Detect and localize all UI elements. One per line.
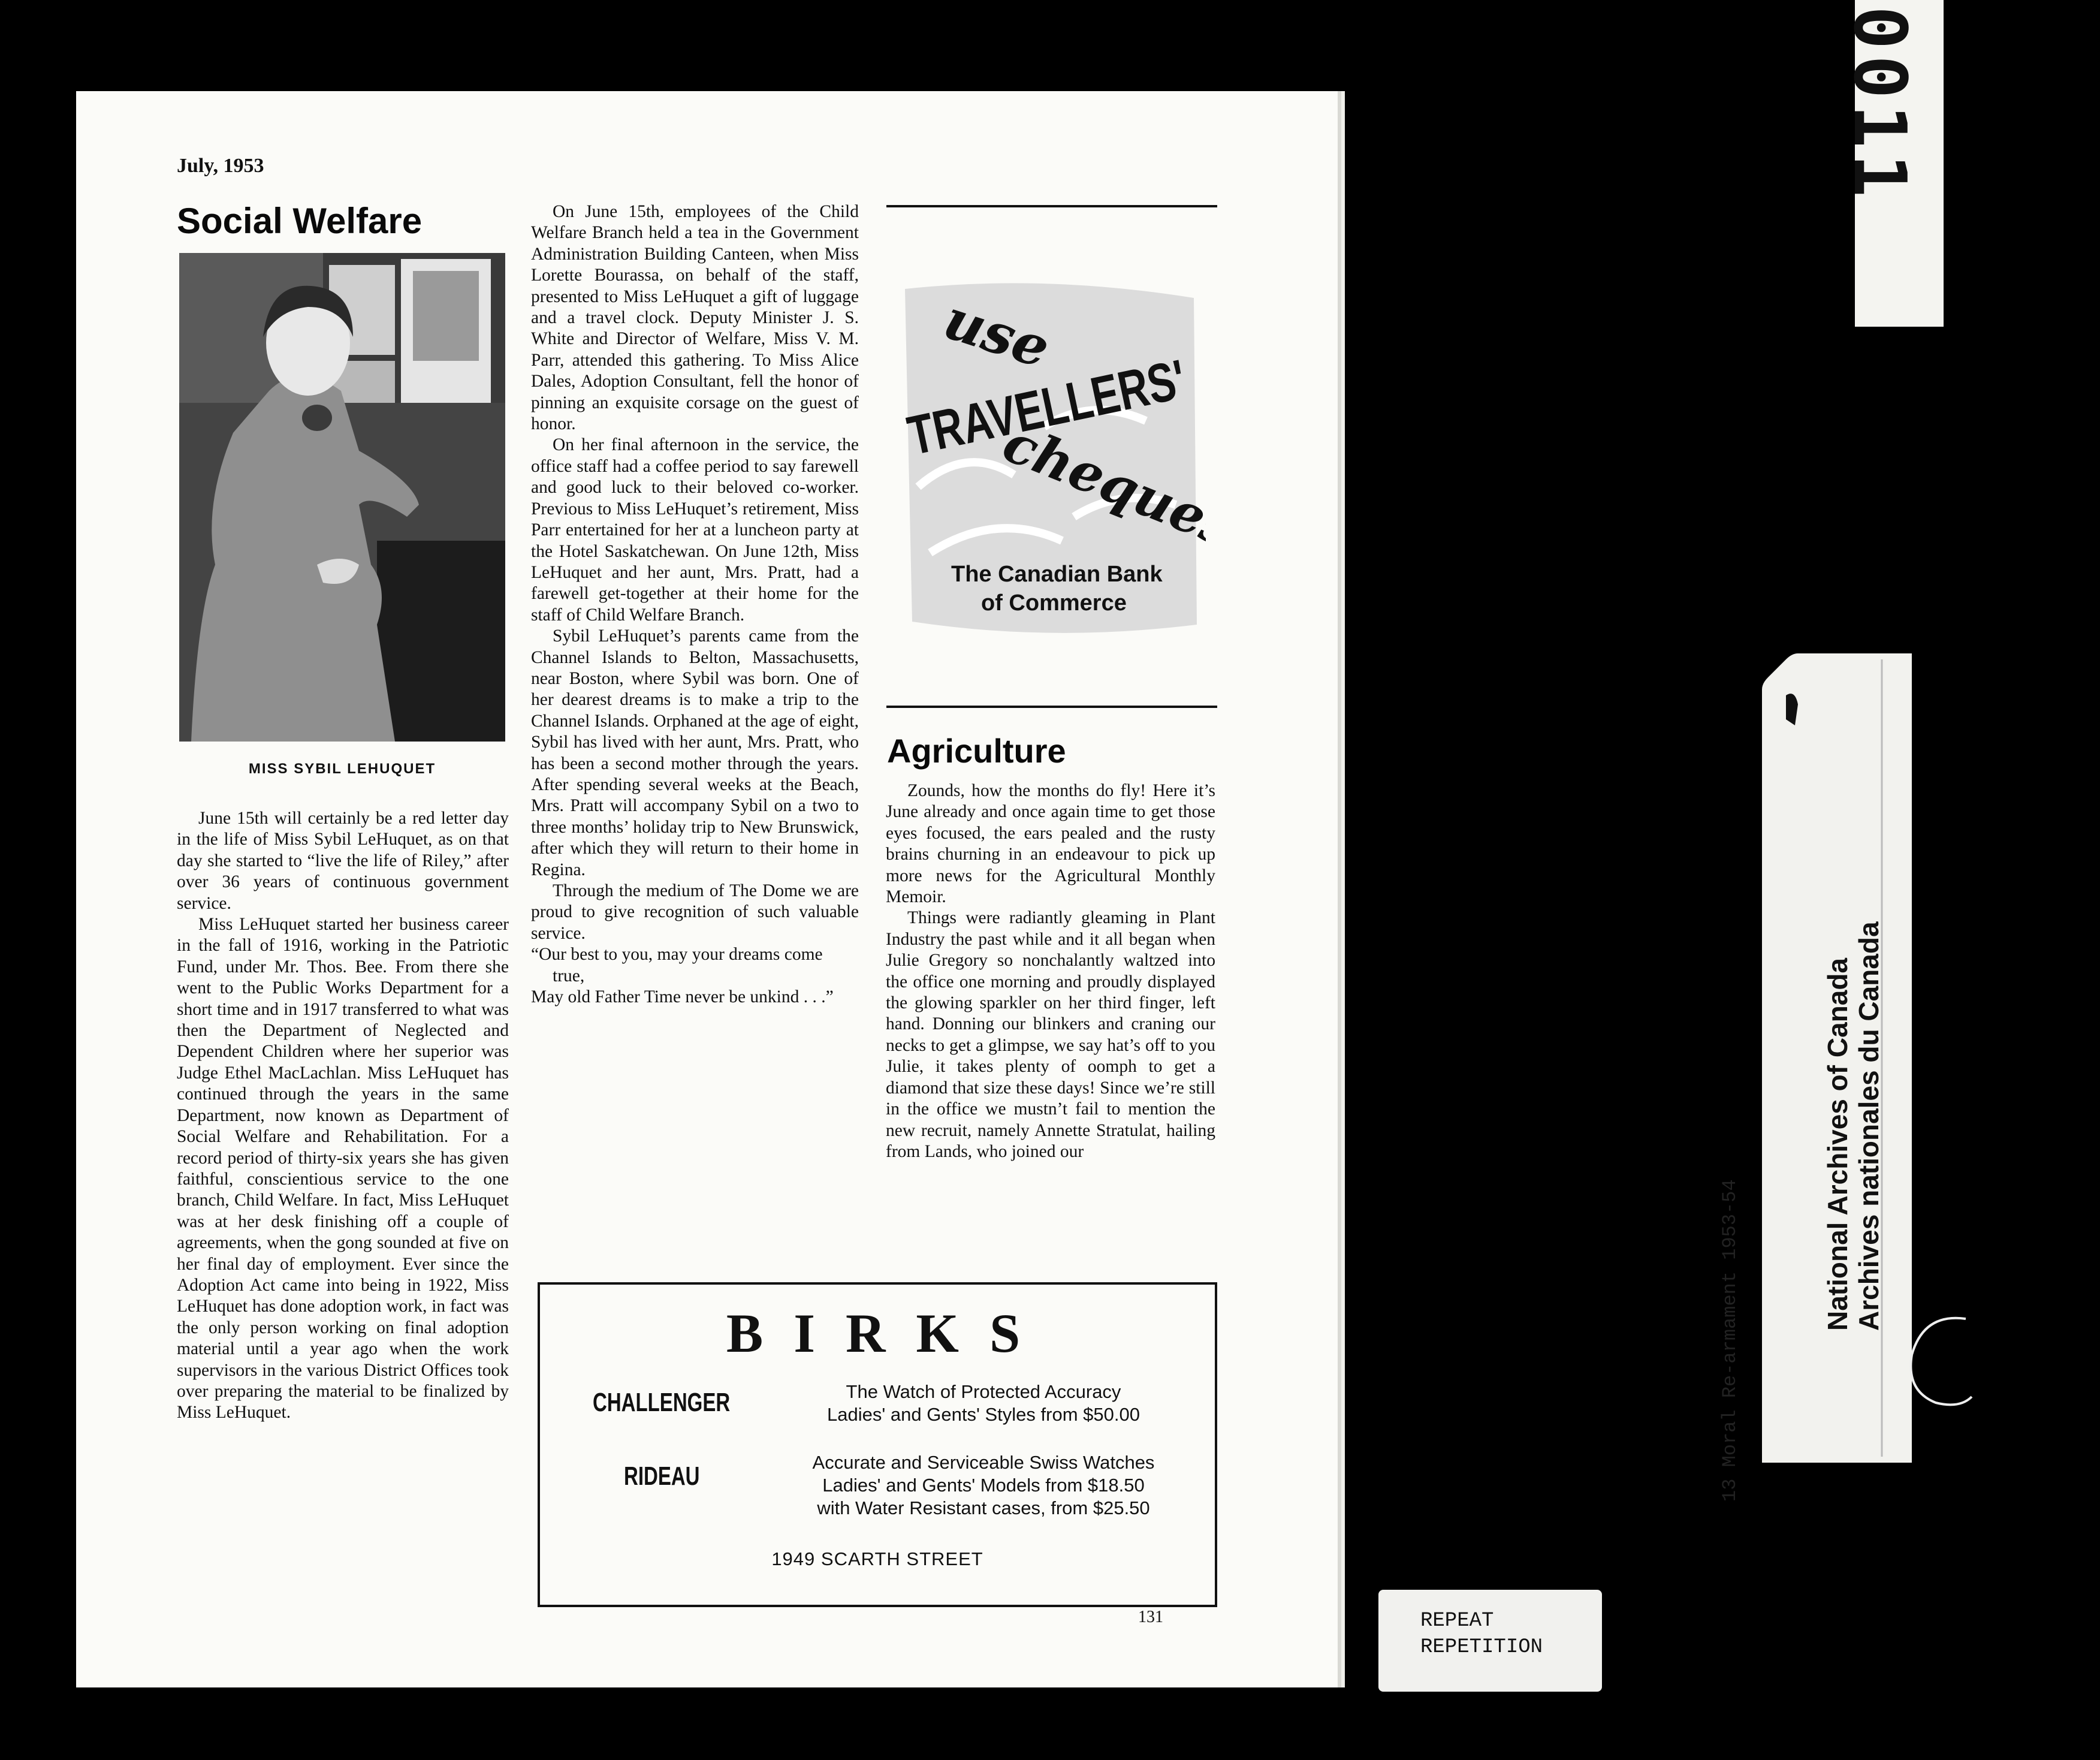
frame-marker [1837, 0, 1944, 327]
verse-line: May old Father Time never be unkind . . .” [531, 987, 834, 1007]
challenger-description [804, 1381, 1163, 1426]
social-welfare-column-2 [531, 201, 859, 1008]
paragraph: Miss LeHuquet started her business career in the fall of 1916, working in the Patriotic Fund, under Mr. Thos. Bee. From there she went to the Public Works Department for a short time and in 1917 transferred to what was then the Department of Neglected and Dependent Children where her superior was Judge Ethel MacLachlan. Miss LeHuquet has continued through the years in the same Department, now known as Department of Social Welfare and Rehabilitation. For a record period of thirty-six years she has given faithful, conscientious service to the one branch, Child Welfare. In fact, Miss LeHuquet was at her desk finishing off a couple of agreements, when the gong sounded at five on her final day of employment. Ever since the Adoption Act came into being in 1922, Miss LeHuquet has done adoption work, in fact was the only person working on final adoption material until a year ago when the work supervisors in the various District Offices took over preparing the material to be finalized by Miss LeHuquet. [177, 915, 509, 1423]
portrait-photo-graphic [179, 253, 505, 742]
travellers-cheques-graphic [894, 277, 1206, 649]
paragraph: On her final afternoon in the service, the office staff had a coffee period to say farewell and good luck to their beloved co-worker. Previous to Miss LeHuquet’s retirement, Miss Parr entertained for her at a luncheon party at the Hotel Saskatchewan. On June 12th, Miss LeHuquet and her aunt, Mrs. Pratt, had a farewell get-together at their home for the staff of Child Welfare Branch. [531, 435, 859, 625]
paragraph: June 15th will certainly be a red letter day in the life of Miss Sybil LeHuquet, as on that day she started to “live the life of Riley,” after over 36 years of continuous government service. [177, 809, 509, 913]
social-welfare-column-1 [177, 808, 509, 1424]
rideau-line: with Water Resistant cases, from $25.50 [817, 1497, 1150, 1518]
dateline: July, 1953 [177, 155, 264, 177]
challenger-label: CHALLENGER [593, 1388, 731, 1417]
repeat-label [1378, 1590, 1602, 1692]
paragraph: Through the medium of The Dome we are proud to give recognition of such valuable service. [531, 881, 859, 943]
repeat-label-line2: REPETITION [1420, 1636, 1543, 1659]
page-number: 131 [1138, 1608, 1163, 1626]
middle-rule [886, 706, 1217, 708]
archive-name-block [1822, 921, 1884, 1331]
pencil-mark-icon [1894, 1307, 1978, 1415]
section-heading-social-welfare: Social Welfare [177, 201, 423, 241]
section-heading-agriculture: Agriculture [887, 732, 1066, 770]
paragraph: Sybil LeHuquet’s parents came from the Channel Islands to Belton, Massachusetts, near Boston, where Sybil was born. One of her dearest dreams is to make a trip to the Channel Islands. Orphaned at the age of eight, Sybil has lived with her aunt, Mrs. Pratt, who has been a second mother through the years. After spending several weeks at the Beach, Mrs. Pratt will accompany Sybil on a two to three months’ holiday trip to New Brunswick, after which they will return to their home in Regina. [531, 626, 859, 879]
ad-bank-name-line2: of Commerce [981, 590, 1127, 616]
portrait-photo [179, 253, 505, 742]
birks-address: 1949 SCARTH STREET [771, 1548, 983, 1569]
photo-caption: MISS SYBIL LEHUQUET [248, 761, 436, 777]
ad-script-use: use [936, 286, 1058, 381]
frame-marker-number: 0011 [1837, 6, 1921, 203]
rideau-line: Ladies' and Gents' Models from $18.50 [822, 1475, 1145, 1496]
paragraph: On June 15th, employees of the Child Welfare Branch held a tea in the Government Administration Building Canteen, when Miss Lorette Bourassa, on behalf of the staff, presented to Miss LeHuquet a gift of luggage and a travel clock. Deputy Minister J. S. White and Director of Welfare, Miss V. M. Parr, attended this gathering. To Miss Alice Dales, Adoption Consultant, fell the honor of pinning an exquisite corsage on the guest of honor. [531, 202, 859, 434]
magazine-page [76, 91, 1338, 1687]
birks-ad [538, 1282, 1217, 1607]
travellers-cheques-ad [894, 277, 1206, 649]
paragraph: Things were radiantly gleaming in Plant Industry the past while and it all began when Julie Gregory so nonchalantly waltzed into the office one morning and proudly displayed the glowing sparkler on her third finger, left hand. Donning our blinkers and craning our necks to get a glimpse, we say hat’s off to you Julie, it takes plenty of oomph to get a diamond that size these days! Since we’re still in the office we mustn’t fail to mention the new recruit, namely Annette Stratulat, hailing from Lands, who joined our [886, 908, 1215, 1161]
archive-name-english: National Archives of Canada [1822, 957, 1853, 1331]
archive-name-french: Archives nationales du Canada [1853, 921, 1884, 1331]
challenger-line: The Watch of Protected Accuracy [846, 1381, 1121, 1402]
ad-travellers-word: TRAVELLERS' [903, 329, 1206, 467]
agriculture-column [886, 780, 1215, 1254]
rideau-label: RIDEAU [624, 1461, 700, 1491]
top-rule [886, 205, 1217, 207]
repeat-label-line1: REPEAT [1420, 1610, 1494, 1632]
paragraph: Zounds, how the months do fly! Here it’s June already and once again time to get those eyes focused, the ears pealed and the rusty brains churning in an endeavour to pick up more news for the Agricultural Monthly Memoir. [886, 781, 1215, 907]
challenger-line: Ladies' and Gents' Styles from $50.00 [827, 1404, 1140, 1425]
ad-script-cheques: cheques [994, 411, 1206, 560]
folder-file-label: 13 Moral Re-armament 1953-54 [1719, 1179, 1741, 1502]
rideau-description [786, 1451, 1181, 1520]
ad-bank-name-line1: The Canadian Bank [951, 562, 1163, 587]
verse-line: “Our best to you, may your dreams come true, [531, 945, 823, 986]
rideau-line: Accurate and Serviceable Swiss Watches [812, 1452, 1155, 1473]
birks-title: B I R K S [726, 1303, 1029, 1364]
